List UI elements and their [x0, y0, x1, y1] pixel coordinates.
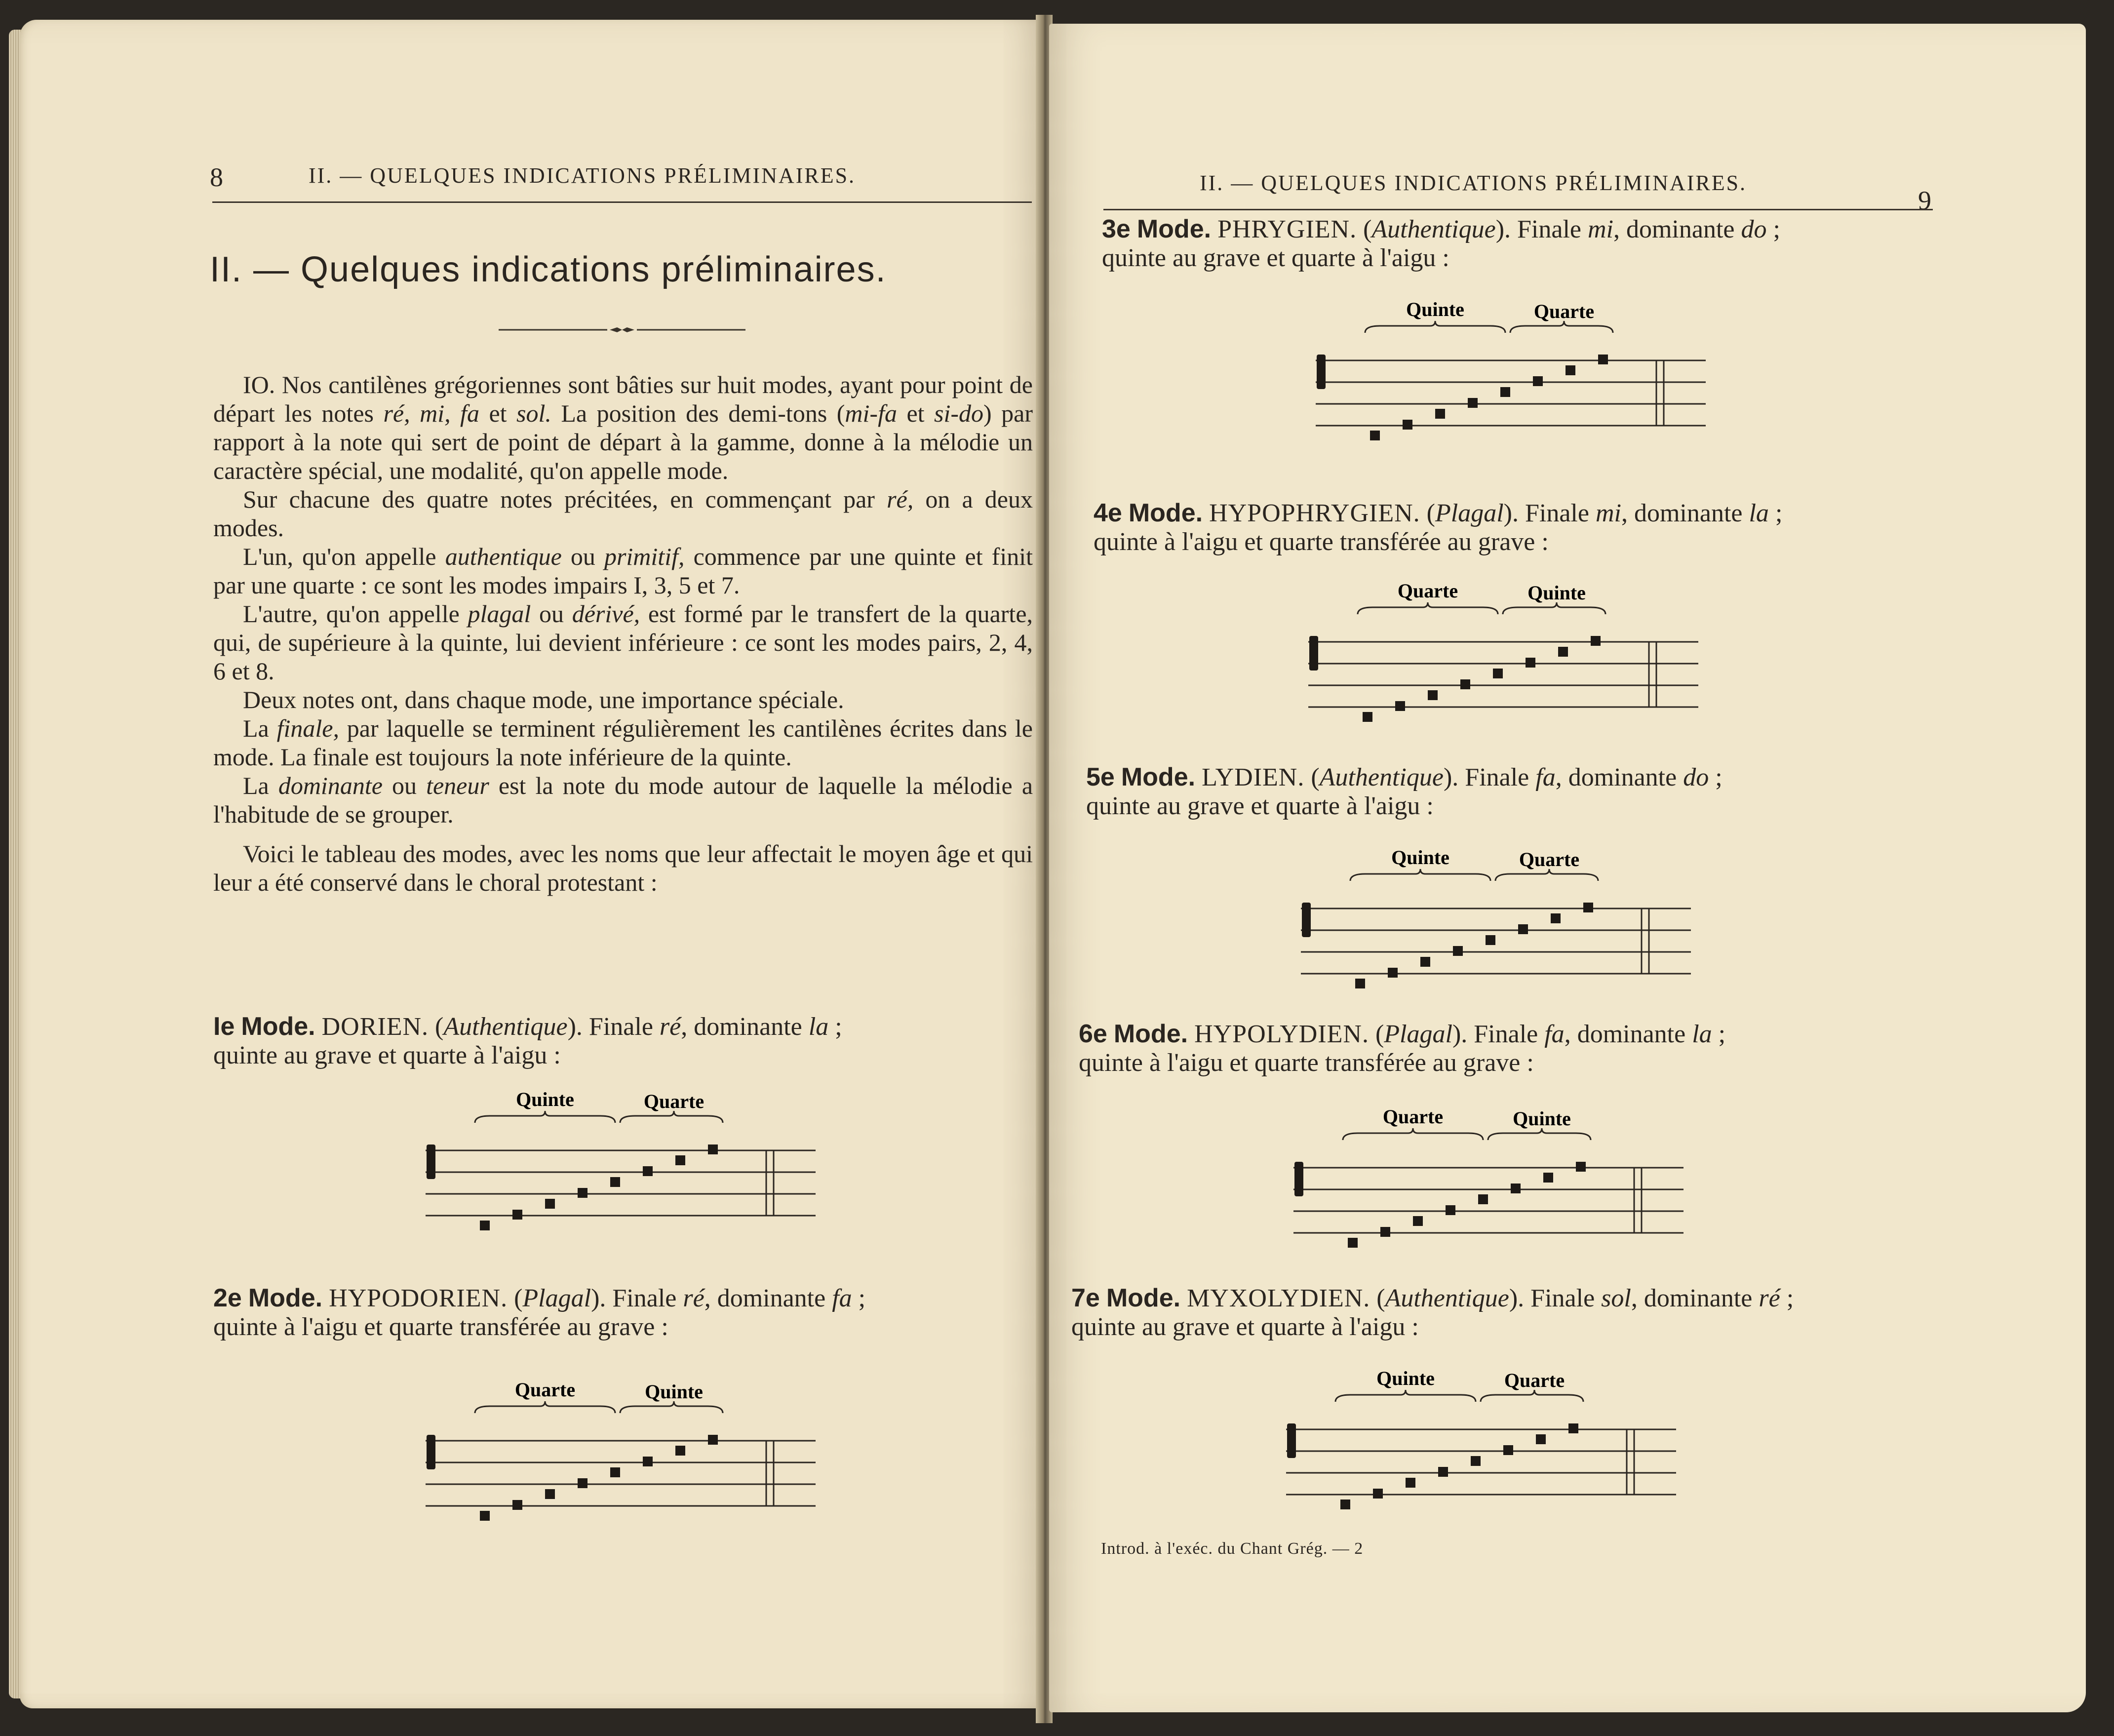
note — [1380, 1227, 1390, 1237]
staff-mode-7 — [1286, 1367, 1681, 1511]
paragraph: Sur chacune des quatre notes précitées, en commençant par ré, on a deux modes. — [213, 485, 1033, 542]
staff-mode-5 — [1301, 846, 1696, 990]
paragraph: La dominante ou teneur est la note du mode autour de laquelle la mélodie a l'habitude de se grouper. — [213, 772, 1033, 828]
note — [480, 1221, 490, 1230]
staff-label-left: Quinte — [1406, 298, 1464, 320]
note — [512, 1210, 522, 1220]
note — [1388, 968, 1398, 978]
staff-label-right: Quarte — [1533, 300, 1595, 322]
brace-left — [1358, 602, 1498, 614]
note — [1486, 935, 1495, 945]
mode-heading-2: 2e Mode. HYPODORIEN. (Plagal). Finale ré, dominante fa ; quinte à l'aigu et quarte transférée au grave : — [213, 1284, 866, 1341]
note — [1591, 636, 1601, 646]
note — [1511, 1184, 1521, 1193]
paragraph: Deux notes ont, dans chaque mode, une importance spéciale. — [243, 686, 844, 713]
note — [512, 1500, 522, 1510]
note — [1420, 957, 1430, 967]
note — [1500, 387, 1510, 397]
staff-mode-6 — [1293, 1105, 1688, 1249]
note — [1518, 924, 1528, 934]
brace-right — [1503, 602, 1605, 614]
staff-label-left: Quarte — [514, 1379, 576, 1401]
section-title: II. — Quelques indications préliminaires. — [210, 250, 887, 289]
brace-left — [1335, 1390, 1476, 1402]
staff-label-right: Quinte — [1527, 582, 1586, 604]
note — [708, 1435, 718, 1445]
note — [578, 1478, 587, 1488]
note — [1568, 1423, 1578, 1433]
note — [1403, 420, 1412, 430]
note — [1340, 1499, 1350, 1509]
note — [1551, 913, 1561, 923]
clef-icon — [427, 1144, 435, 1179]
note — [675, 1446, 685, 1456]
note — [1355, 979, 1365, 988]
left-body-text — [213, 370, 1033, 897]
brace-left — [1350, 869, 1490, 881]
mode-heading-6: 6e Mode. HYPOLYDIEN. (Plagal). Finale fa, dominante la ; quinte à l'aigu et quarte transférée au grave : — [1079, 1020, 1726, 1077]
mode-heading-7: 7e Mode. MYXOLYDIEN. (Authentique). Finale sol, dominante ré ; quinte au grave et quarte à l'aigu : — [1071, 1284, 1794, 1341]
note — [1583, 903, 1593, 912]
note — [480, 1511, 490, 1521]
note — [1533, 376, 1543, 386]
brace-right — [1488, 1128, 1591, 1140]
note — [545, 1489, 555, 1499]
clef-icon — [1317, 355, 1326, 389]
note — [1406, 1478, 1415, 1488]
clef-icon — [1302, 903, 1311, 937]
note — [1478, 1194, 1488, 1204]
clef-icon — [1287, 1423, 1296, 1458]
note — [1453, 946, 1463, 956]
note — [1348, 1238, 1358, 1248]
staff-label-right: Quinte — [1513, 1107, 1571, 1130]
note — [1503, 1445, 1513, 1455]
right-running-head: II. — QUELQUES INDICATIONS PRÉLIMINAIRES. — [1200, 171, 1747, 195]
paragraph: L'autre, qu'on appelle plagal ou dérivé, est formé par le transfert de la quarte, qui, de supérieure à la quinte, lui devient inférieure : ce sont les modes pairs, 2, 4, 6 et 8. — [213, 600, 1033, 685]
staff-label-right: Quarte — [643, 1090, 705, 1112]
note — [1413, 1216, 1423, 1226]
note — [1493, 669, 1503, 678]
staff-mode-1 — [426, 1088, 821, 1232]
left-running-head: II. — QUELQUES INDICATIONS PRÉLIMINAIRES. — [309, 163, 856, 188]
note — [545, 1199, 555, 1209]
brace-right — [1495, 869, 1598, 881]
right-head-rule — [1103, 209, 1933, 210]
note — [1435, 409, 1445, 419]
left-folio: 8 — [210, 162, 223, 192]
paragraph: La finale, par laquelle se terminent régulièrement les cantilènes écrites dans le mode. La finale est toujours la note inférieure de la quinte. — [213, 714, 1033, 771]
note — [708, 1144, 718, 1154]
note — [1536, 1434, 1546, 1444]
clef-icon — [1309, 636, 1318, 671]
note — [643, 1457, 653, 1466]
staff-label-right: Quarte — [1504, 1369, 1565, 1391]
note — [1526, 658, 1535, 668]
ornament-divider — [499, 327, 745, 333]
staff-label-left: Quinte — [1376, 1367, 1435, 1389]
note — [1363, 712, 1372, 722]
brace-right — [1481, 1390, 1583, 1402]
note — [610, 1177, 620, 1187]
note — [1438, 1467, 1448, 1477]
note — [1558, 647, 1568, 657]
staff-label-left: Quarte — [1397, 580, 1458, 602]
right-folio: 9 — [1918, 186, 1931, 215]
note — [643, 1166, 653, 1176]
staff-mode-3 — [1316, 298, 1711, 442]
brace-left — [1365, 321, 1505, 333]
note — [610, 1467, 620, 1477]
mode-heading-4: 4e Mode. HYPOPHRYGIEN. (Plagal). Finale mi, dominante la ; quinte à l'aigu et quarte transférée au grave : — [1094, 499, 1783, 556]
note — [1471, 1456, 1481, 1466]
note — [1576, 1162, 1586, 1172]
staff-label-left: Quarte — [1382, 1105, 1444, 1128]
brace-left — [475, 1111, 615, 1123]
note — [1373, 1489, 1383, 1499]
note — [1598, 355, 1608, 364]
mode-heading-5: 5e Mode. LYDIEN. (Authentique). Finale fa, dominante do ; quinte au grave et quarte à l'aigu : — [1086, 763, 1723, 820]
note — [1468, 398, 1478, 408]
note — [1428, 690, 1438, 700]
footer-signature: Introd. à l'exéc. du Chant Grég. — 2 — [1101, 1539, 1364, 1558]
staff-label-left: Quinte — [516, 1088, 574, 1110]
clef-icon — [1294, 1162, 1303, 1196]
mode-heading-1: Ie Mode. DORIEN. (Authentique). Finale ré, dominante la ; quinte au grave et quarte à l'aigu : — [213, 1012, 842, 1069]
mode-heading-3: 3e Mode. PHRYGIEN. (Authentique). Finale mi, dominante do ; quinte au grave et quarte à l'aigu : — [1102, 215, 1780, 272]
note — [1395, 701, 1405, 711]
brace-right — [620, 1401, 723, 1413]
brace-left — [1343, 1128, 1483, 1140]
paragraph: Voici le tableau des modes, avec les noms que leur affectait le moyen âge et qui leur a été conservé dans le choral protestant : — [213, 840, 1033, 896]
note — [675, 1155, 685, 1165]
staff-mode-4 — [1308, 580, 1703, 723]
note — [1446, 1205, 1455, 1215]
note — [1370, 431, 1380, 440]
staff-label-left: Quinte — [1391, 846, 1449, 868]
staff-mode-2 — [426, 1379, 821, 1522]
staff-label-right: Quinte — [645, 1381, 703, 1403]
brace-right — [1510, 321, 1613, 333]
clef-icon — [427, 1435, 435, 1469]
note — [1543, 1173, 1553, 1183]
staff-label-right: Quarte — [1519, 848, 1580, 870]
brace-left — [475, 1401, 615, 1413]
brace-right — [620, 1111, 723, 1123]
note — [1460, 679, 1470, 689]
left-head-rule — [212, 201, 1032, 203]
paragraph: L'un, qu'on appelle authentique ou primitif, commence par une quinte et finit par une quarte : ce sont les modes impairs I, 3, 5 et 7. — [213, 543, 1033, 599]
note — [578, 1188, 587, 1198]
paragraph: IO. Nos cantilènes grégoriennes sont bâties sur huit modes, ayant pour point de départ les notes ré, mi, fa et sol. La position des demi-tons (mi-fa et si-do) par rapport à la note qui sert de point de départ à la gamme, donne à la mélodie un caractère spécial, une modalité, qu'on appelle mode. — [213, 371, 1033, 484]
note — [1566, 365, 1575, 375]
